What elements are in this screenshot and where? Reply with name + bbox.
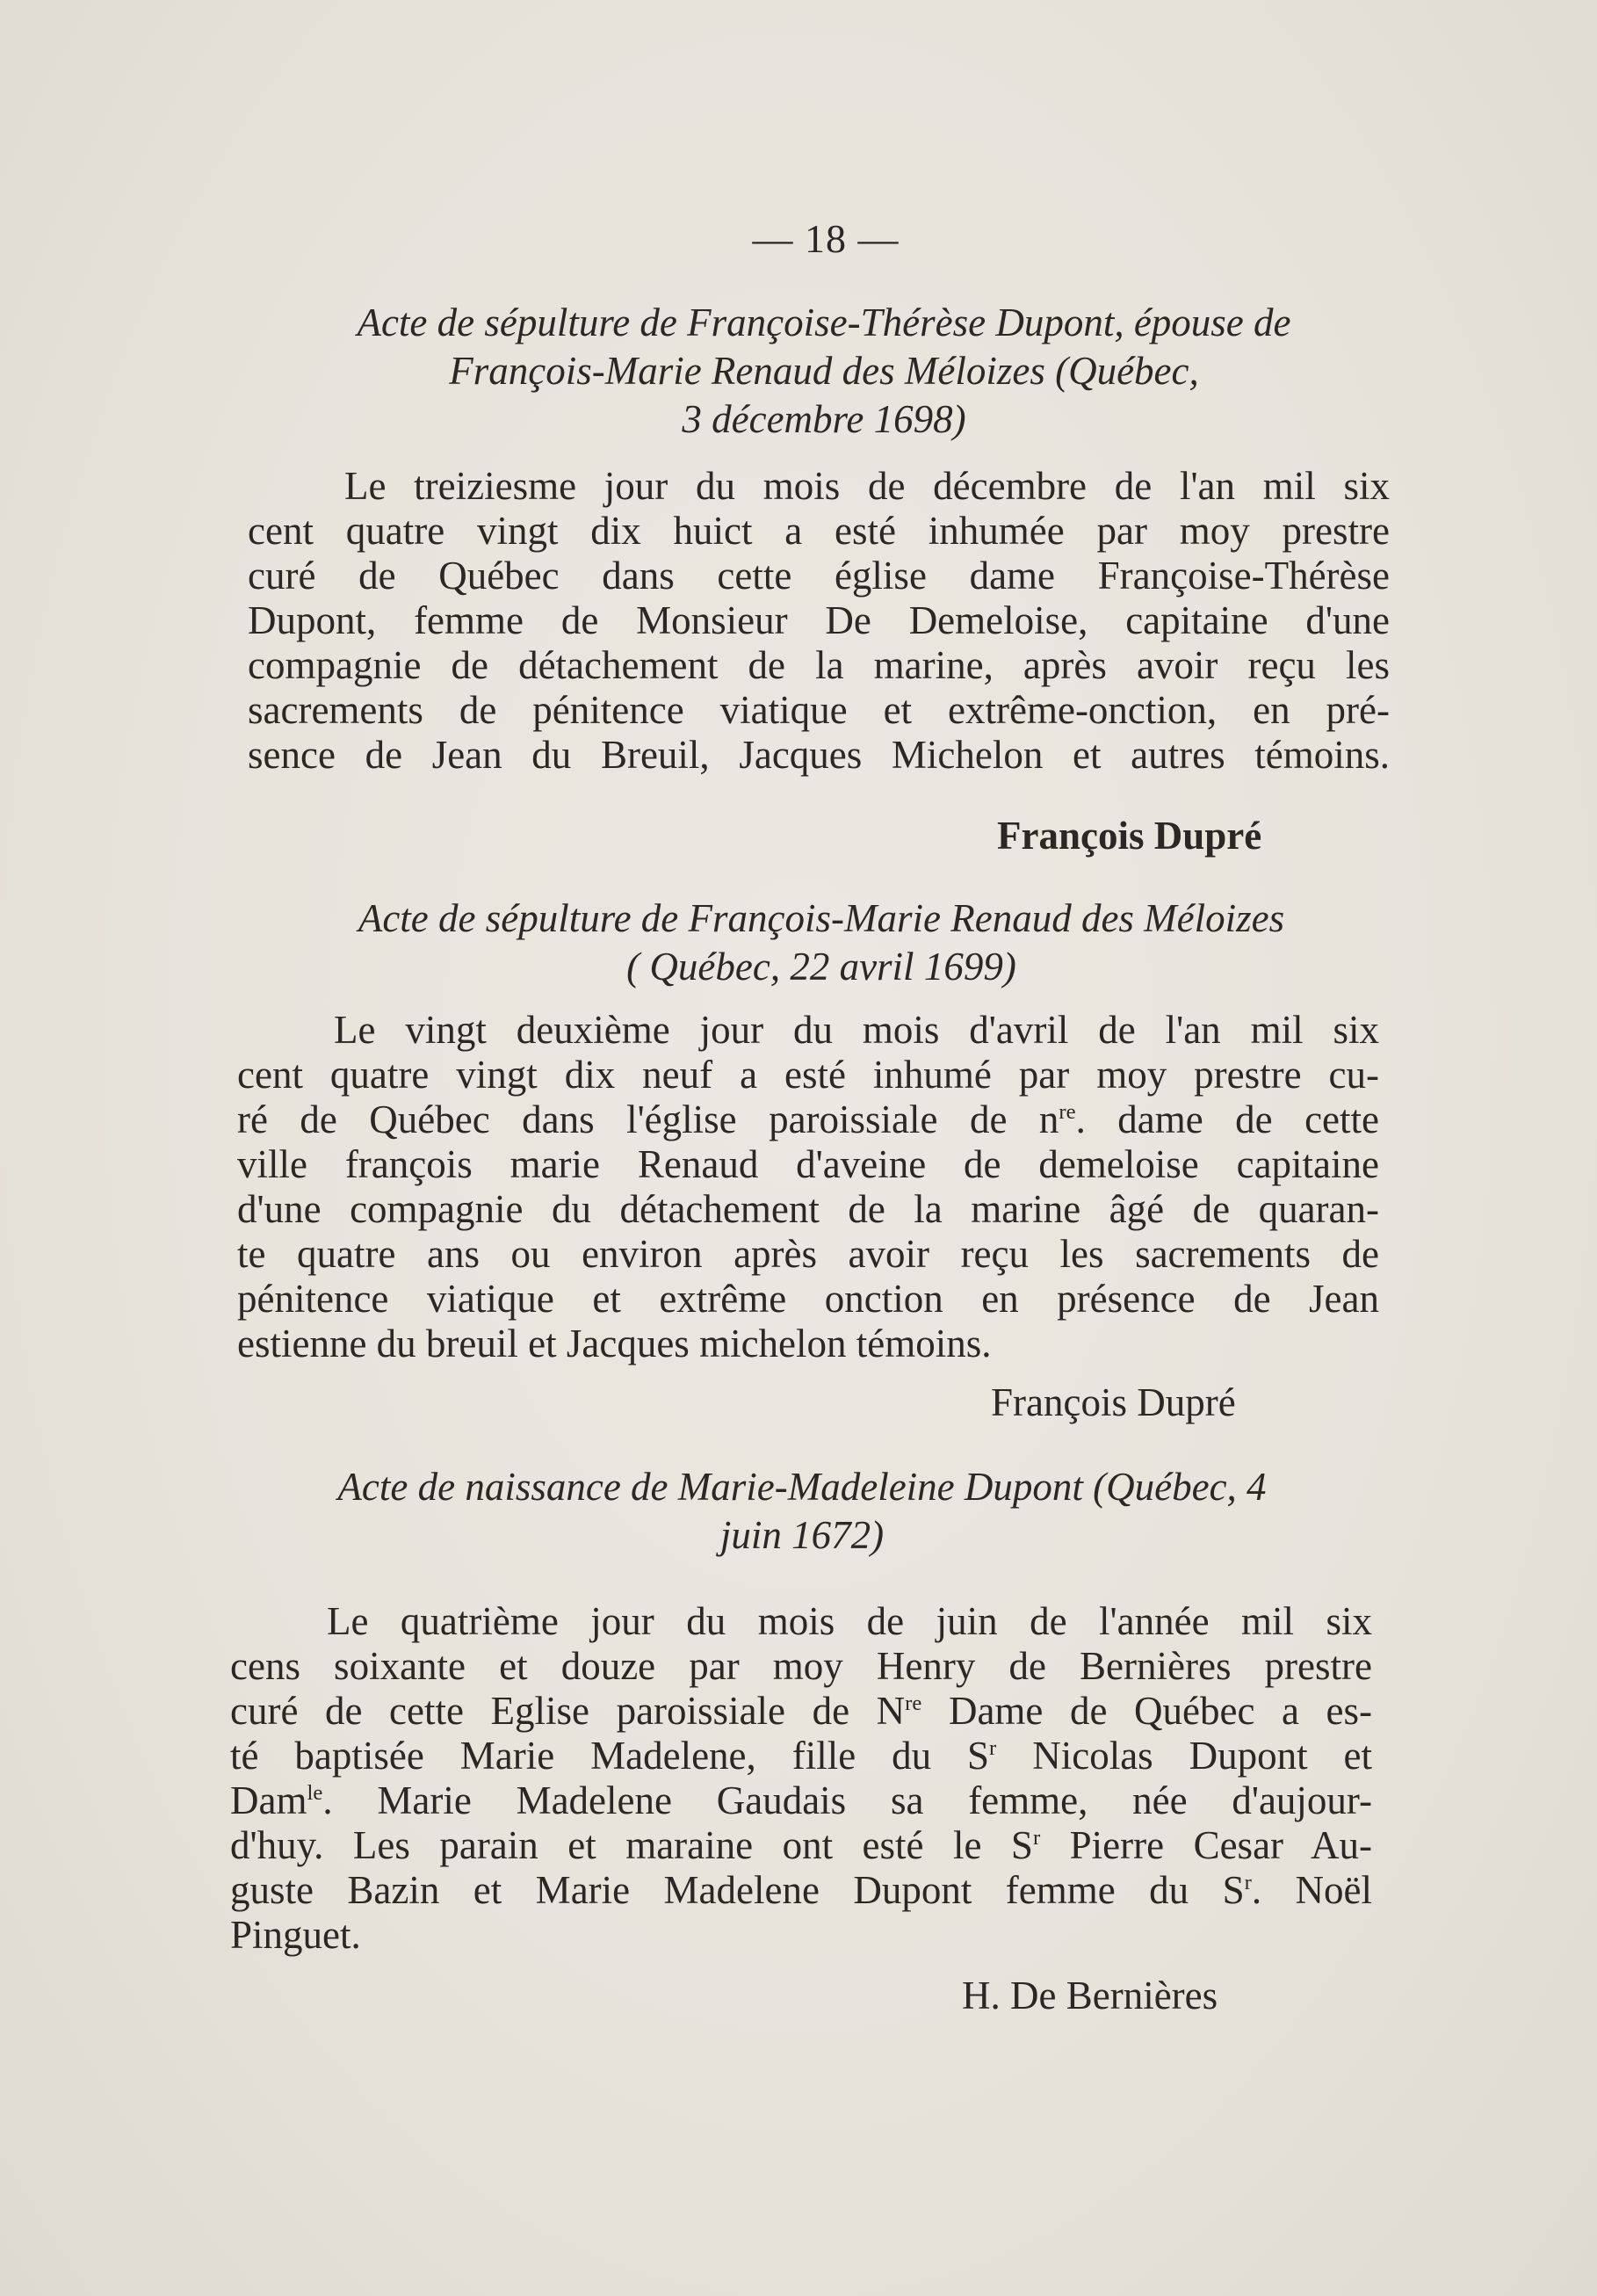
body-line: curé de Québec dans cette église dame Françoise-Thérèse xyxy=(248,554,1390,598)
body-line: pénitence viatique et extrême onction en présence de Jean xyxy=(237,1277,1379,1321)
heading-line: ( Québec, 22 avril 1699) xyxy=(626,945,1016,989)
entry-2-heading xyxy=(255,894,1388,991)
body-line: Le quatrième jour du mois de juin de l'année mil six xyxy=(327,1599,1372,1643)
body-line: té baptisée Marie Madelene, fille du $S^r$ Nicolas Dupont et xyxy=(230,1734,1372,1778)
heading-line: 3 décembre 1698) xyxy=(682,397,966,441)
heading-line: juin 1672) xyxy=(719,1513,885,1557)
heading-line: Acte de sépulture de François-Marie Renaud des Méloizes xyxy=(358,896,1285,940)
heading-line: Acte de naissance de Marie-Madeleine Dupont (Québec, 4 xyxy=(337,1465,1267,1509)
body-line: sence de Jean du Breuil, Jacques Michelon et autres témoins. xyxy=(248,733,1390,777)
entry-3-signature: H. De Bernières xyxy=(962,1974,1218,2017)
heading-line: François-Marie Renaud des Méloizes (Québec, xyxy=(449,349,1199,393)
body-line: d'huy. Les parain et maraine ont esté le $S^r$ Pierre Cesar Au- xyxy=(230,1823,1372,1867)
body-line: Pinguet. xyxy=(230,1913,361,1957)
entry-1-signature: François Dupré xyxy=(997,814,1262,858)
entry-3-heading xyxy=(235,1463,1369,1560)
page-number: — 18 — xyxy=(752,216,900,261)
body-line: sacrements de pénitence viatique et extrême-onction, en pré- xyxy=(248,688,1390,732)
entry-3-body xyxy=(230,1599,1372,1958)
entry-2-body xyxy=(237,1008,1379,1366)
entry-1-heading xyxy=(253,299,1395,444)
body-line: ville françois marie Renaud d'aveine de demeloise capitaine xyxy=(237,1142,1379,1186)
body-line: cent quatre vingt dix neuf a esté inhumé par moy prestre cu- xyxy=(237,1053,1379,1097)
body-line: estienne du breuil et Jacques michelon témoins. xyxy=(237,1322,992,1365)
body-line: cent quatre vingt dix huict a esté inhumée par moy prestre xyxy=(248,509,1390,553)
body-line: guste Bazin et Marie Madelene Dupont femme du $S^r$. Noël xyxy=(230,1868,1372,1912)
body-line: Dupont, femme de Monsieur De Demeloise, capitaine d'une xyxy=(248,598,1390,642)
body-line: d'une compagnie du détachement de la marine âgé de quaran- xyxy=(237,1187,1379,1231)
body-line: Le vingt deuxième jour du mois d'avril de l'an mil six xyxy=(334,1008,1379,1052)
entry-1-body xyxy=(248,464,1390,778)
body-line: Dam$^{le}$. Marie Madelene Gaudais sa femme, née d'aujour- xyxy=(230,1778,1372,1822)
body-line: compagnie de détachement de la marine, après avoir reçu les xyxy=(248,643,1390,687)
entry-2-signature: François Dupré xyxy=(991,1380,1236,1424)
body-line: Le treiziesme jour du mois de décembre de l'an mil six xyxy=(344,464,1390,508)
body-line: cens soixante et douze par moy Henry de Bernières prestre xyxy=(230,1644,1372,1688)
body-line: ré de Québec dans l'église paroissiale de $n^{re}$. dame de cette xyxy=(237,1097,1379,1141)
body-line: curé de cette Eglise paroissiale de $N^{re}$ Dame de Québec a es- xyxy=(230,1689,1373,1733)
heading-line: Acte de sépulture de Françoise-Thérèse Dupont, épouse de xyxy=(357,301,1291,344)
body-line: te quatre ans ou environ après avoir reçu les sacrements de xyxy=(237,1232,1379,1276)
